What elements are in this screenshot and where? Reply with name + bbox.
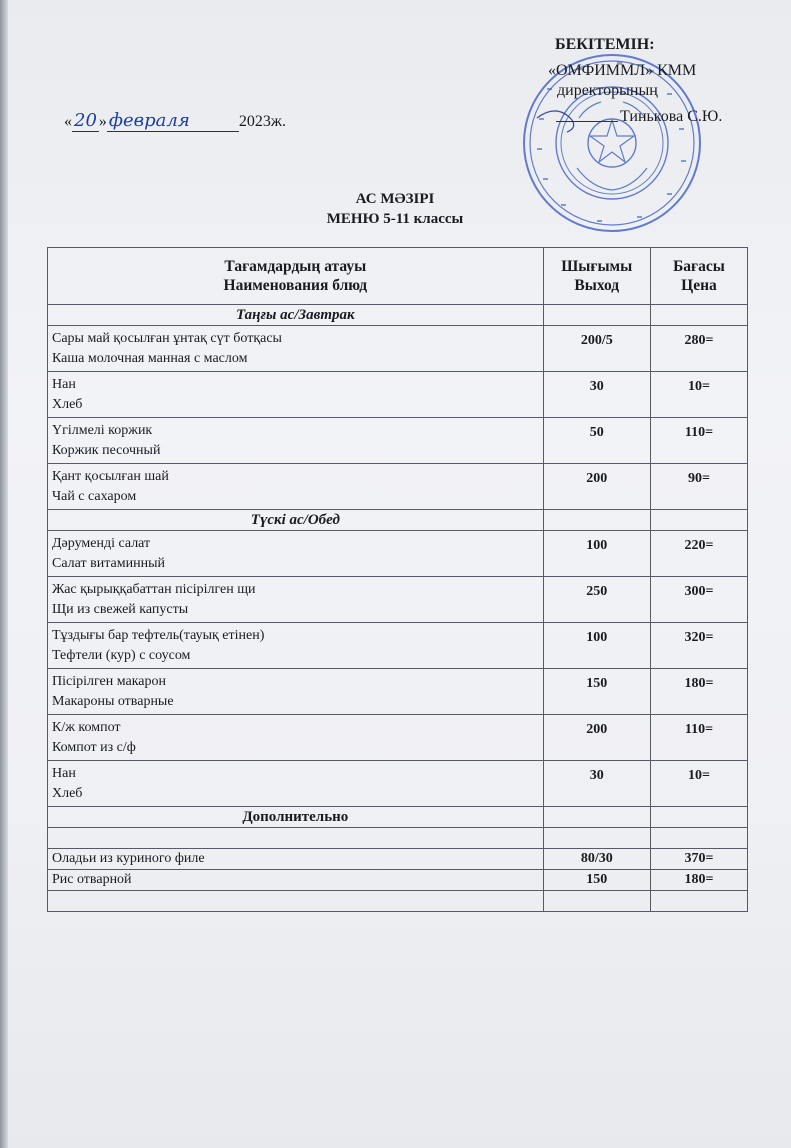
header-yield-ru: Выход — [574, 277, 620, 294]
dish-name-kz: Нан — [52, 376, 76, 392]
table-row — [48, 669, 748, 715]
dish-yield: 150 — [543, 669, 650, 715]
approval-name: Тинькова С.Ю. — [620, 108, 723, 125]
dish-name-ru: Чай с сахаром — [52, 488, 137, 504]
dish-name-kz: Жас қырыққабаттан пісірілген щи — [52, 581, 256, 597]
dish-name-ru: Макароны отварные — [52, 693, 174, 709]
date-day: 20 — [74, 110, 97, 131]
header-price — [650, 248, 747, 305]
table-row — [48, 761, 748, 807]
dish-name — [48, 669, 544, 715]
table-row — [48, 623, 748, 669]
dish-name-ru: Щи из свежей капусты — [52, 601, 189, 617]
dish-name-ru: Хлеб — [52, 785, 83, 801]
dish-price: 180= — [650, 870, 747, 891]
dish-yield: 80/30 — [543, 849, 650, 870]
table-row — [48, 372, 748, 418]
section-row-extra — [48, 807, 748, 828]
table-header-row — [48, 248, 748, 305]
dish-name: Оладьи из куриного филе — [48, 849, 544, 870]
dish-price: 220= — [650, 531, 747, 577]
table-row — [48, 531, 748, 577]
header-dish-name-kz: Тағамдардың атауы — [224, 258, 367, 275]
header-price-kz: Бағасы — [673, 258, 725, 275]
approval-position: директорының — [557, 82, 658, 99]
dish-name — [48, 326, 544, 372]
dish-name — [48, 531, 544, 577]
menu-table — [47, 247, 748, 912]
dish-name — [48, 761, 544, 807]
dish-price: 10= — [650, 761, 747, 807]
empty-row — [48, 828, 748, 849]
menu-title-ru: МЕНЮ 5-11 классы — [326, 211, 464, 227]
table-row — [48, 464, 748, 510]
date-month: февраля — [107, 110, 239, 132]
dish-name-ru: Коржик песочный — [52, 442, 161, 458]
date-open-quote: « — [64, 113, 72, 130]
dish-name-kz: Тұздығы бар тефтель(тауық етінен) — [52, 627, 265, 643]
menu-title-kz: АС МӘЗІРІ — [355, 191, 435, 207]
dish-name-kz: Қант қосылған шай — [52, 468, 169, 484]
dish-price: 90= — [650, 464, 747, 510]
dish-yield: 30 — [543, 372, 650, 418]
date-year: 2023ж. — [238, 113, 286, 130]
table-row — [48, 849, 748, 870]
section-label: Таңғы ас/Завтрак — [48, 305, 544, 326]
dish-name: Рис отварной — [48, 870, 544, 891]
section-label: Түскі ас/Обед — [48, 510, 544, 531]
dish-yield: 200 — [543, 464, 650, 510]
document-date — [64, 110, 286, 132]
table-row — [48, 326, 748, 372]
table-row — [48, 715, 748, 761]
dish-name — [48, 418, 544, 464]
approval-org: «ОМФИММЛ» КММ — [548, 62, 697, 79]
header-yield — [543, 248, 650, 305]
dish-yield: 100 — [543, 623, 650, 669]
dish-name-ru: Компот из с/ф — [52, 739, 136, 755]
dish-price: 110= — [650, 418, 747, 464]
table-row — [48, 418, 748, 464]
dish-yield: 250 — [543, 577, 650, 623]
dish-name — [48, 464, 544, 510]
dish-name-ru: Салат витаминный — [52, 555, 165, 571]
date-close-quote: » — [98, 113, 107, 130]
dish-name-ru: Каша молочная манная с маслом — [52, 350, 248, 366]
dish-yield: 200 — [543, 715, 650, 761]
dish-name-kz: Дәруменді салат — [52, 535, 151, 551]
table-row — [48, 870, 748, 891]
dish-name-kz: Пісірілген макарон — [52, 673, 167, 689]
dish-price: 180= — [650, 669, 747, 715]
header-dish-name-ru: Наименования блюд — [223, 277, 368, 294]
dish-name-kz: К/ж компот — [52, 719, 121, 735]
dish-name-ru: Хлеб — [52, 396, 83, 412]
header-dish-name — [48, 248, 544, 305]
dish-price: 280= — [650, 326, 747, 372]
section-row-lunch — [48, 510, 748, 531]
dish-price: 10= — [650, 372, 747, 418]
header-price-ru: Цена — [681, 277, 717, 294]
section-row-breakfast — [48, 305, 748, 326]
dish-price: 110= — [650, 715, 747, 761]
dish-price: 370= — [650, 849, 747, 870]
header-yield-kz: Шығымы — [561, 258, 633, 275]
dish-yield: 100 — [543, 531, 650, 577]
dish-name-kz: Сары май қосылған ұнтақ сүт ботқасы — [52, 330, 282, 346]
dish-name-ru: Тефтели (кур) с соусом — [52, 647, 191, 663]
dish-yield: 50 — [543, 418, 650, 464]
section-label: Дополнительно — [48, 807, 544, 828]
dish-price: 320= — [650, 623, 747, 669]
dish-yield: 200/5 — [543, 326, 650, 372]
dish-name-kz: Нан — [52, 765, 76, 781]
dish-name — [48, 577, 544, 623]
dish-price: 300= — [650, 577, 747, 623]
table-row — [48, 577, 748, 623]
dish-yield: 30 — [543, 761, 650, 807]
dish-name — [48, 372, 544, 418]
dish-yield: 150 — [543, 870, 650, 891]
empty-row — [48, 891, 748, 912]
approval-heading: БЕКІТЕМІН: — [555, 36, 655, 53]
signature-line — [556, 121, 618, 122]
dish-name-kz: Үгілмелі коржик — [52, 422, 153, 438]
dish-name — [48, 715, 544, 761]
dish-name — [48, 623, 544, 669]
